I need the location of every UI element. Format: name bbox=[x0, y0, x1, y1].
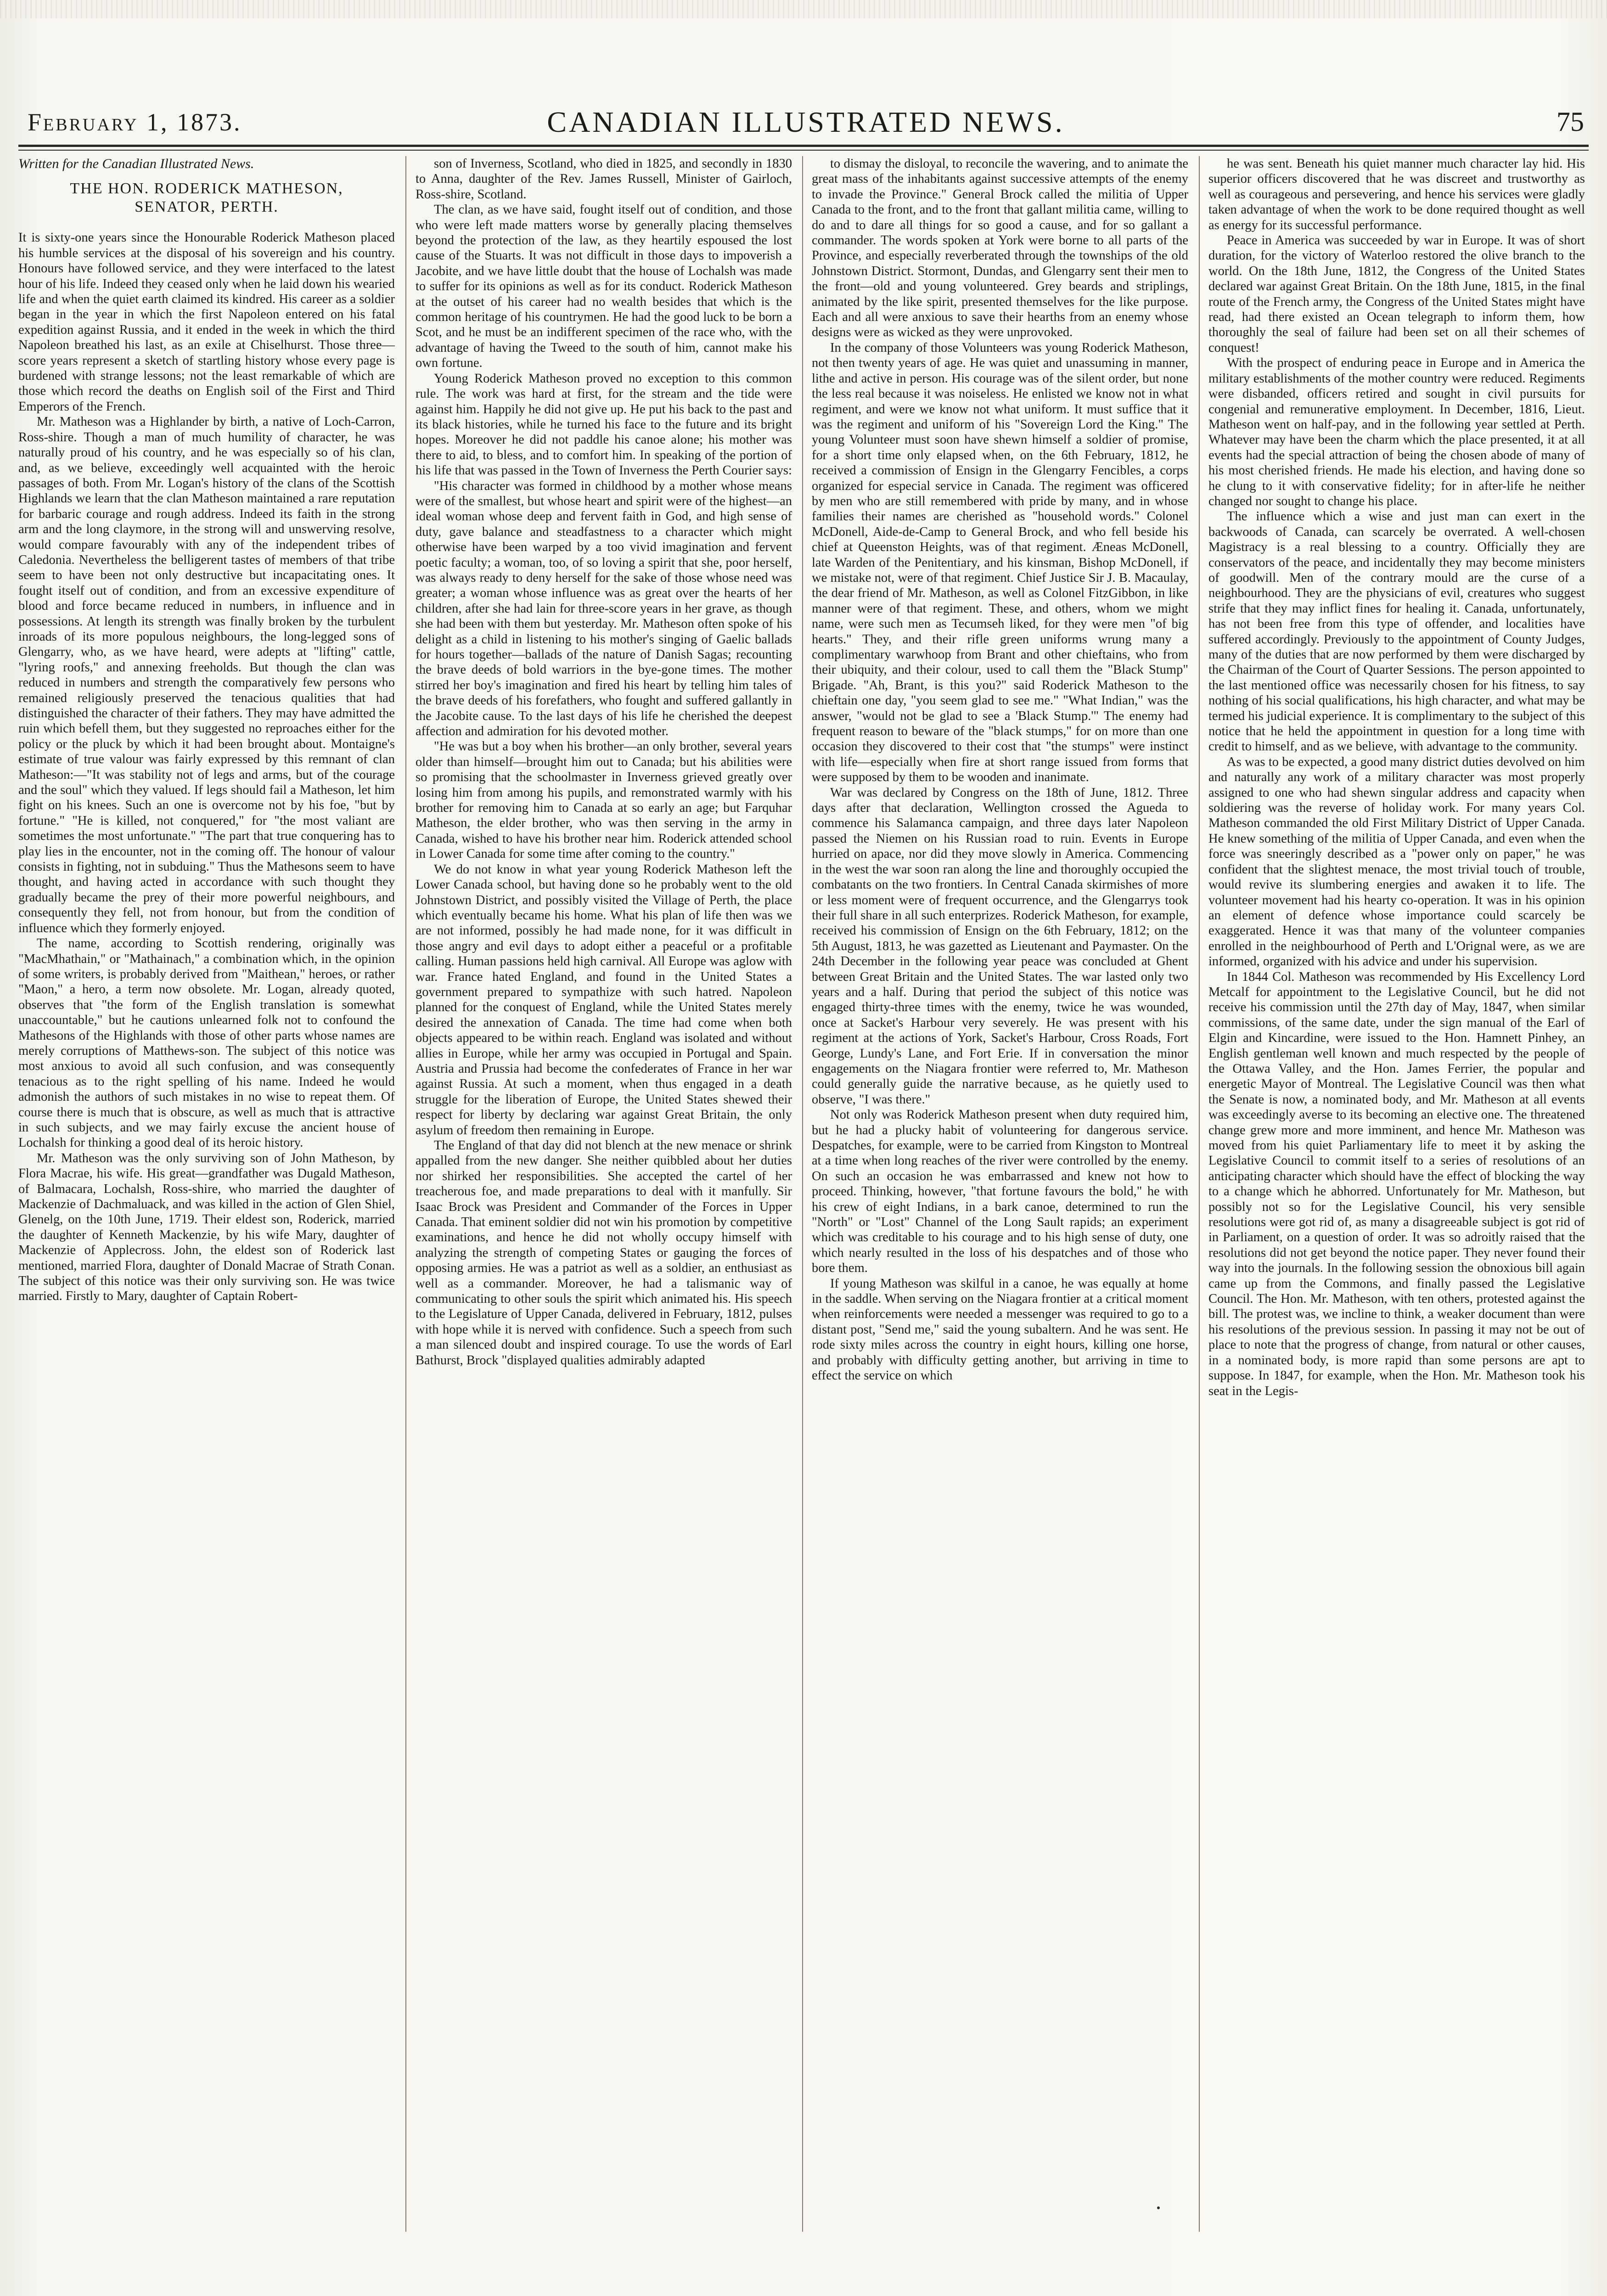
headline-line-1: THE HON. RODERICK MATHESON, bbox=[70, 180, 343, 197]
article-paragraph: son of Inverness, Scotland, who died in 1825, and secondly in 1830 to Anna, daughter of the Rev. James Russell, Minister of Gairloch, Ross-shire, Scotland. bbox=[416, 157, 792, 202]
article-paragraph: Mr. Matheson was a Highlander by birth, a native of Loch-Carron, Ross-shire. Though a man of much humility of character, he was naturally proud of his country, and he was especially so of his clan, and, as we believe, exceedingly well acquainted with the heroic passages of both. From Mr. Logan's history of the clans of the Scottish Highlands we learn that the clan Matheson maintained a rare reputation for barbaric courage and rough address. Indeed its faith in the strong arm and the long claymore, in the strong will and unswerving resolve, would compare favourably with any of the independent tribes of Caledonia. Nevertheless the belligerent tastes of members of that tribe seem to have been not only destructive but incapacitating ones. It fought itself out of condition, and from an excessive expenditure of blood and force became reduced in numbers, in influence and in possessions. At length its strength was finally broken by the turbulent inroads of its more populous neighbours, the long-legged sons of Glengarry, who, as we have heard, were adepts at "lifting" cattle, "lyring roofs," and annexing freeholds. But though the clan was reduced in numbers and strength the comparatively few persons who remained religiously preserved the tenacious qualities that had distinguished the character of their fathers. They may have admitted the ruin which befell them, but they suggested no reproaches either for the policy or the pluck by which it had been brought about. Montaigne's estimate of true valour was fairly expressed by this remnant of clan Matheson:—"It was stability not of legs and arms, but of the courage and the soul" which they valued. If legs should fail a Matheson, let him fight on his knees. Such an one is overcome not by his foe, "but by fortune." "He is killed, not conquered," for "the most valiant are sometimes the most unfortunate." "The part that true conquering has to play lies in the encounter, not in the coming off. The honour of valour consists in fighting, not in subduing." Thus the Mathesons seem to have thought, and having acted in accordance with such thought they gradually became the prey of their more powerful neighbours, and consequently they fell, not from honour, but from the condition of influence which they formerly enjoyed. bbox=[18, 415, 395, 935]
scan-edge-texture bbox=[0, 0, 1607, 18]
article-paragraph: As was to be expected, a good many district duties devolved on him and naturally any work of a military character was most properly assigned to one who had shewn singular address and capacity when soldiering was the reverse of holiday work. For many years Col. Matheson commanded the old First Military District of Upper Canada. He knew something of the militia of Upper Canada, and even when the force was sneeringly described as a "power only on paper," he was confident that the slightest menace, the most trivial touch of trouble, would revive its slumbering energies and awaken it to life. The volunteer movement had his hearty co-operation. It was in his opinion an element of defence whose importance could scarcely be exaggerated. Hence it was that many of the volunteer companies enrolled in the neighbourhood of Perth and L'Orignal were, as we are informed, organized with his advice and under his supervision. bbox=[1208, 754, 1585, 969]
ink-speck bbox=[1157, 2206, 1160, 2209]
article-paragraph: It is sixty-one years since the Honourable Roderick Matheson placed his humble services at the disposal of his sovereign and his country. Honours have followed service, and they were interfaced to the latest hour of his life. Indeed they ceased only when he laid down his wearied life and when the quiet earth claimed its kindred. His career as a soldier began in the year in which the first Napoleon entered on his fatal expedition against Russia, and it ended in the week in which the third Napoleon breathed his last, as an exile at Chiselhurst. Those three—score years represent a sketch of startling history whose every page is burdened with strange lessons; not the least remarkable of which are those which record the deaths on English soil of the First and Third Emperors of the French. bbox=[18, 231, 395, 414]
header-rule-thin bbox=[18, 150, 1589, 151]
headline-line-2: SENATOR, PERTH. bbox=[135, 198, 279, 216]
article-byline: Written for the Canadian Illustrated News. bbox=[18, 156, 254, 171]
article-paragraph: We do not know in what year young Roderick Matheson left the Lower Canada school, but having done so he probably went to the old Johnstown District, and possibly visited the Village of Perth, the place which eventually became his home. What his plan of life then was we are not informed, possibly he had made none, for it was difficult in those angry and evil days to adopt either a peaceful or a profitable calling. Human passions held high carnival. All Europe was aglow with war. France hated England, and found in the United States a government prepared to sympathize with such hatred. Napoleon planned for the conquest of England, while the United States merely desired the annexation of Canada. The time had come when both objects appeared to be within reach. England was isolated and without allies in Europe, while her army was occupied in Portugal and Spain. Austria and Prussia had become the confederates of France in her war against Russia. At such a moment, when thus engaged in a death struggle for the liberation of Europe, the United States shewed their respect for liberty by declaring war against Great Britain, the only asylum of freedom then remaining in Europe. bbox=[416, 862, 792, 1137]
column-4 bbox=[1208, 156, 1585, 2236]
article-paragraph: War was declared by Congress on the 18th of June, 1812. Three days after that declaration, Wellington crossed the Agueda to commence his Salamanca campaign, and three days later Napoleon passed the Niemen on his Russian road to ruin. Events in Europe hurried on apace, nor did they move slowly in America. Commencing in the west the war soon ran along the line and thoroughly occupied the combatants on the two frontiers. In Central Canada skirmishes of more or less moment were of frequent occurrence, and the Glengarrys took their full share in all such enterprizes. Roderick Matheson, for example, received his commission of Ensign on the 6th February, 1812; on the 5th August, 1813, he was gazetted as Lieutenant and Paymaster. On the 24th December in the following year peace was concluded at Ghent between Great Britain and the United States. The war lasted only two years and a half. During that period the subject of this notice was engaged thirty-three times with the enemy, twice he was wounded, once at Sacket's Harbour very severely. He was present with his regiment at the actions of York, Sacket's Harbour, Cross Roads, Fort George, Lundy's Lane, and Fort Erie. If in conversation the minor engagements on the Niagara frontier were referred to, Mr. Matheson could generally guide the narrative because, as he quietly used to observe, "I was there." bbox=[812, 785, 1188, 1107]
article-paragraph: Not only was Roderick Matheson present when duty required him, but he had a plucky habit of volunteering for dangerous service. Despatches, for example, were to be carried from Kingston to Montreal at a time when long reaches of the river were controlled by the enemy. On such an occasion he was embarrassed and knew not how to proceed. Thinking, however, "that fortune favours the bold," he with his crew of eight Indians, in a bark canoe, determined to run the "North" or "Lost" Channel of the Long Sault rapids; an experiment which was creditable to his courage and to his high sense of duty, one which nearly resulted in the loss of his despatches and of those who bore them. bbox=[812, 1108, 1188, 1276]
page-header bbox=[28, 103, 1584, 145]
column-3-paragraphs bbox=[812, 156, 1188, 1384]
column-divider bbox=[1199, 156, 1200, 2232]
article-paragraph: Mr. Matheson was the only surviving son of John Matheson, by Flora Macrae, his wife. His great—grandfather was Dugald Matheson, of Balmacara, Lochalsh, Ross-shire, who married the daughter of Mackenzie of Dachmaluack, and was killed in the action of Glen Shiel, Glenelg, on the 10th June, 1719. Their eldest son, Roderick, married the daughter of Kenneth Mackenzie, by his wife Mary, daughter of Mackenzie of Applecross. John, the eldest son of Roderick last mentioned, married Flora, daughter of Donald Macrae of Strath Conan. The subject of this notice was their only surviving son. He was twice married. Firstly to Mary, daughter of Captain Robert- bbox=[18, 1151, 395, 1304]
issue-date: February 1, 1873. bbox=[28, 108, 242, 136]
column-3 bbox=[812, 156, 1188, 2236]
article-paragraph: In 1844 Col. Matheson was recommended by His Excellency Lord Metcalf for appointment to the Legislative Council, but he did not receive his commission until the 27th day of May, 1847, when similar commissions, of the same date, under the sign manual of the Earl of Elgin and Kincardine, were issued to the Hon. Hamnett Pinhey, an English gentleman well known and much respected by the people of the Ottawa Valley, and the Hon. James Ferrier, the popular and energetic Mayor of Montreal. The Legislative Council was then what the Senate is now, a nominated body, and Mr. Matheson at all events was exceedingly averse to its becoming an elective one. The threatened change grew more and more imminent, and hence Mr. Matheson was moved from his quiet Parliamentary life to meet it by asking the Legislative Council to commit itself to a series of resolutions of an anticipating character which should have the effect of blocking the way to a change which he abhorred. Unfortunately for Mr. Matheson, but possibly not so for the Legislative Council, his very sensible resolutions were got rid of, as many a disagreeable subject is got rid of in Parliament, on a question of order. It was so adroitly raised that the resolutions did not get beyond the notice paper. They never found their way into the journals. In the following session the obnoxious bill again came up from the Commons, and finally passed the Legislative Council. The Hon. Mr. Matheson, with ten others, protested against the bill. The protest was, we incline to think, a weaker document than were his resolutions of the previous session. In passing it may not be out of place to note that the progress of change, from natural or other causes, in a nominated body, is more rapid than some persons are apt to suppose. In 1847, for example, when the Hon. Mr. Matheson took his seat in the Legis- bbox=[1208, 969, 1585, 1398]
article-paragraph: The influence which a wise and just man can exert in the backwoods of Canada, can scarcely be overrated. A well-chosen Magistracy is a real blessing to a country. Officially they are conservators of the peace, and incidentally they may become ministers of goodwill. Men of the contrary mould are the curse of a neighbourhood. They are the physicians of evil, creatures who suggest strife that they may inflict fines for healing it. Canada, unfortunately, has not been free from this type of offender, and localities have suffered accordingly. Previously to the appointment of County Judges, many of the duties that are now performed by them were discharged by the Chairman of the Court of Quarter Sessions. The person appointed to the last mentioned office was necessarily chosen for his fitness, to say nothing of his social qualifications, his high character, and what may be termed his judicial experience. It is complimentary to the subject of this notice that he held the appointment in question for a long time with credit to himself, and as we believe, with advantage to the community. bbox=[1208, 509, 1585, 754]
column-divider bbox=[405, 156, 406, 2232]
article-paragraph: If young Matheson was skilful in a canoe, he was equally at home in the saddle. When serving on the Niagara frontier at a critical moment when reinforcements were needed a messenger was required to go to a distant post, "Send me," said the young subaltern. And he was sent. He rode sixty miles across the country in eight hours, killing one horse, and probably with difficulty getting another, but arriving in time to effect the service on which bbox=[812, 1276, 1188, 1383]
article-headline bbox=[18, 180, 395, 216]
column-2 bbox=[416, 156, 792, 2236]
page-number: 75 bbox=[1556, 107, 1584, 137]
column-divider bbox=[802, 156, 803, 2232]
column-2-paragraphs bbox=[416, 156, 792, 1368]
article-paragraph: "His character was formed in childhood by a mother whose means were of the smallest, but whose heart and spirit were of the highest—an ideal woman whose deep and fervent faith in God, and high sense of duty, gave balance and steadfastness to a character which might otherwise have been warped by a too vivid imagination and fervent poetic faculty; a woman, too, of so loving a spirit that she, poor herself, was always ready to deny herself for the sake of those whose need was greater; a woman whose influence was as great over the hearts of her children, after she had lain for three-score years in her grave, as though she had been with them but yesterday. Mr. Matheson often spoke of his delight as a child in listening to his mother's singing of Gaelic ballads for hours together—ballads of the nature of Danish Sagas; recounting the brave deeds of bold warriors in the bye-gone times. The mother stirred her boy's imagination and fired his heart by telling him tales of the brave deeds of his forefathers, who fought and suffered gallantly in the Jacobite cause. To the last days of his life he cherished the deepest affection and admiration for his devoted mother. bbox=[416, 478, 792, 739]
column-1-paragraphs bbox=[18, 230, 395, 1304]
article-paragraph: he was sent. Beneath his quiet manner much character lay hid. His superior officers discovered that he was discreet and trustworthy as well as courageous and persevering, and hence his services were gladly taken advantage of when the work to be done required thought as well as energy for its successful performance. bbox=[1208, 157, 1585, 232]
column-1 bbox=[18, 156, 395, 2236]
article-paragraph: The name, according to Scottish rendering, originally was "MacMhathain," or "Mathainach," a combination which, in the opinion of some writers, is probably derived from "Maithean," heroes, or rather "Maon," a hero, a term now obsolete. Mr. Logan, already quoted, observes that "the form of the English translation is somewhat unaccountable," but he cautions unlearned folk not to confound the Mathesons of the Highlands with those of other parts whose names are merely corruptions of Matthews-son. The subject of this notice was most anxious to avoid all such confusion, and was consequently tenacious as to the right spelling of his name. Indeed he would admonish the authors of such mistakes in no wise to repeat them. Of course there is much that is obscure, as well as much that is attractive in such subjects, and we may fairly excuse the ancient house of Lochalsh for thinking a good deal of its heroic history. bbox=[18, 936, 395, 1150]
article-paragraph: Young Roderick Matheson proved no exception to this common rule. The work was hard at first, for the stream and the tide were against him. Happily he did not give up. He put his back to the past and its black histories, while he turned his face to the future and its bright hopes. Moreover he did not paddle his canoe alone; his mother was there to aid, to bless, and to comfort him. In speaking of the portion of his life that was passed in the Town of Inverness the Perth Courier says: bbox=[416, 371, 792, 478]
header-rule bbox=[18, 145, 1589, 147]
column-4-paragraphs bbox=[1208, 156, 1585, 1399]
newspaper-title: CANADIAN ILLUSTRATED NEWS. bbox=[547, 106, 1065, 138]
article-paragraph: Peace in America was succeeded by war in Europe. It was of short duration, for the victory of Waterloo restored the olive branch to the world. On the 18th June, 1812, the Congress of the United States declared war against Great Britain. On the 18th June, 1815, in the final route of the French army, the Congress of the United States might have read, had there existed an Ocean telegraph to inform them, how thoroughly the seal of failure had been set on all their schemes of conquest! bbox=[1208, 233, 1585, 355]
article-paragraph: The clan, as we have said, fought itself out of condition, and those who were left made matters worse by generally placing themselves beyond the protection of the law, as they heartily espoused the lost cause of the Stuarts. It was not difficult in those days to impoverish a Jacobite, and we have little doubt that the house of Lochalsh was made to suffer for its opinions as well as for its conduct. Roderick Matheson at the outset of his career had no wealth besides that which is the common heritage of his countrymen. He had the good luck to be born a Scot, and he must be an indifferent specimen of the race who, with the advantage of having the Tweed to the south of him, cannot make his own fortune. bbox=[416, 203, 792, 371]
article-paragraph: "He was but a boy when his brother—an only brother, several years older than himself—brought him out to Canada; but his abilities were so promising that the schoolmaster in Inverness grieved greatly over losing him from among his pupils, and remonstrated warmly with his brother for removing him to Canada at so early an age; but Farquhar Matheson, the elder brother, who was then serving in the army in Canada, wished to have his brother near him. Roderick attended school in Lower Canada for some time after coming to the country." bbox=[416, 739, 792, 861]
article-paragraph: With the prospect of enduring peace in Europe and in America the military establishments of the mother country were reduced. Regiments were disbanded, officers retired and sought in civil pursuits for congenial and remunerative employment. In December, 1816, Lieut. Matheson went on half-pay, and in the following year settled at Perth. Whatever may have been the charm which the place presented, it at all events had the special attraction of being the chosen abode of many of his most cherished friends. He made his election, and having done so he clung to it with conservative fidelity; for in after-life he neither changed nor sought to change his place. bbox=[1208, 356, 1585, 508]
article-paragraph: The England of that day did not blench at the new menace or shrink appalled from the new danger. She neither quibbled about her duties nor shirked her responsibilities. She accepted the cartel of her treacherous foe, and made preparations to deal with it manfully. Sir Isaac Brock was President and Commander of the Forces in Upper Canada. That eminent soldier did not win his promotion by competitive examinations, and hence he did not wholly occupy himself with analyzing the strength of competing States or gauging the forces of opposing armies. He was a patriot as well as a soldier, an enthusiast as well as a commander. Moreover, he had a talismanic way of communicating to other souls the spirit which animated his. His speech to the Legislature of Upper Canada, delivered in February, 1812, pulses with hope while it is nerved with confidence. Such a speech from such a man silenced doubt and inspired courage. To use the words of Earl Bathurst, Brock "displayed qualities admirably adapted bbox=[416, 1138, 792, 1367]
article-paragraph: In the company of those Volunteers was young Roderick Matheson, not then twenty years of age. He was quiet and unassuming in manner, lithe and active in person. His courage was of the silent order, but none the less real because it was noiseless. He enlisted we know not in what regiment, and were we know not what uniform. It must suffice that it was the regiment and uniform of his "Sovereign Lord the King." The young Volunteer must soon have shewn himself a soldier of promise, for a short time only elapsed when, on the 6th February, 1812, he received a commission of Ensign in the Glengarry Fencibles, a corps organized for especial service in Canada. The regiment was officered by men who are still remembered with pride by many, and in whose families their names are cherished as "household words." Colonel McDonell, Aide-de-Camp to General Brock, and who fell beside his chief at Queenston Heights, was of that regiment. Æneas McDonell, late Warden of the Penitentiary, and his kinsman, Bishop McDonell, if we mistake not, were of that regiment. Chief Justice Sir J. B. Macaulay, the dear friend of Mr. Matheson, as well as Colonel FitzGibbon, in like manner were of that regiment. These, and others, whom we might name, were such men as Tecumseh liked, for they were men "of big hearts." They, and their rifle green uniforms wrung many a complimentary warwhoop from Brant and other chieftains, who from their ubiquity, and their colour, used to call them the "Black Stump" Brigade. "Ah, Brant, is this you?" said Roderick Matheson to the chieftain one day, "you seem glad to see me." "What Indian," was the answer, "would not be glad to see a 'Black Stump.'" The enemy had frequent reason to beware of the "black stumps," for on more than one occasion they discovered to their cost that "the stumps" were instinct with life—especially when fire at short range issued from forms that were supposed by them to be wooden and inanimate. bbox=[812, 340, 1188, 785]
article-paragraph: to dismay the disloyal, to reconcile the wavering, and to animate the great mass of the inhabitants against successive attempts of the enemy to invade the Province." General Brock called the militia of Upper Canada to the front, and to the front that gallant militia came, willing to do and to dare all things for so good a cause, and for so gallant a commander. The words spoken at York were borne to all parts of the Province, and especially reverberated through the townships of the old Johnstown District. Stormont, Dundas, and Glengarry sent their men to the front—old and young volunteered. Grey beards and striplings, animated by the like spirit, presented themselves for the like purpose. Each and all were anxious to save their hearths from an enemy whose designs were as wicked as they were unprovoked. bbox=[812, 157, 1188, 340]
